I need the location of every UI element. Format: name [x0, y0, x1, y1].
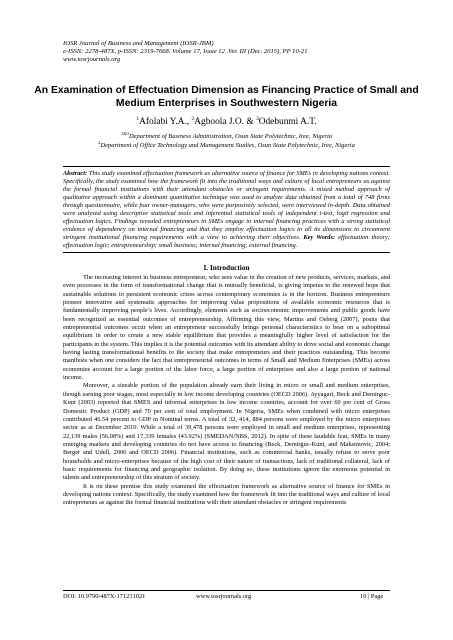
affiliation-1-marker: 1&3 — [120, 131, 129, 136]
introduction-body — [63, 274, 390, 508]
author-list — [0, 116, 453, 127]
paragraph-1: The increasing interest in business entrepreneur, who sees value in the creation of new products, services, markets, and even processes in the form of transformational change that is mutually beneficial, is giving impetus to the renewed hope that sustainable solutions to persistent economic crises across contemporary economies is in the horizon. Business entrepreneurs pioneer innovative and systematic approaches for improving value propositions of available economic resources that is fundamentally improving people’s lives. Accordingly, elements such as socioeconomic improvements and public goods have been recognized as essential outcomes of entrepreneurship. Affirming this view, Martins and Osberg (2007), posits that entrepreneurial outcomes occur when an entrepreneur successfully brings personal characteristics to bear on a suboptimal equilibrium in order to create a new stable equilibrium that provides a meaningfully higher level of satisfaction for the participants in the system. This implies it is the potential outcomes with its attendant ability to drive social and economic change having lasting transformational benefits to the society that make entrepreneurs and their practices outstanding. This become manifests when one considers the fact that entrepreneurial outcomes in terms of Small and Medium Enterprises (SMEs) across economies account for a large portion of the labor force, a large portion of enterprises and also a large portion of national income. — [63, 274, 390, 382]
abstract-label: Abstract: — [63, 170, 88, 177]
paper-title: An Examination of Effectuation Dimension as Financing Practice of Small and Medium Enterprises in Southwestern Nigeria — [34, 85, 419, 109]
paragraph-3: It is on these premise this study examined the effectuation framework as alternative source of finance for SMEs in developing nations context. Specifically, the study examined how the framework fit into the traditional ways and culture of local entrepreneurs as against the formal financial institutions with their attendant obstacles or stringent requirements — [63, 482, 390, 507]
footer-website[interactable]: www.iosrjournals.org — [196, 593, 252, 600]
footer-page-number: 10 | Page — [360, 593, 384, 600]
affiliation-1-text: Department of Business Administration, Osun State Polytechnic, Iree, Nigeria — [128, 133, 333, 141]
abstract-block — [63, 170, 390, 250]
issn-volume-line: e-ISSN: 2278-487X, p-ISSN: 2319-7668. Volume 17, Issue 12 .Ver. III (Dec. 2015), PP 10-21 — [63, 48, 308, 56]
affiliation-2-text: Department of Office Technology and Management Studies, Osun State Polytechnic, Iree, Nigeria — [100, 142, 355, 150]
author-3-name: Odebunmi A.T. — [258, 117, 317, 128]
footer-rule — [63, 590, 390, 591]
keywords-text: effectuation theory; effectuation logic; entrepreneurship; small business; internal financing; external financing. — [63, 234, 390, 250]
author-1-name: Afolabi Y.A., — [139, 117, 192, 128]
abstract-bottom-rule — [63, 252, 390, 253]
header-website[interactable]: www.iosrjournals.org — [63, 56, 121, 64]
affiliation-1 — [0, 131, 453, 140]
author-3-marker: 3 — [255, 116, 259, 122]
journal-name: IOSR Journal of Business and Management (IOSR-JBM) — [63, 40, 214, 47]
author-1-marker: 1 — [136, 116, 140, 122]
abstract-text: This study examined effectuation framework as alternative source of finance for SMEs in developing nations context. Specifically, the study examined how the framework fit into the traditional ways and culture of local entrepreneurs as against the formal financial institutions with their attendant obstacles or stringent requirements. A mixed method approach of qualitative approach within a dominant quantitative technique was used to analyze data obtained from a total of 748 firms through questionnaire, while four owner-managers, who were purposively selected, were interviewed in-depth. Data obtained were analysed using descriptive statistical tools and inferential statistical tools of independent t-test, logit regression and effectuation logics. Findings revealed entrepreneurs in SMEs engage in internal financing practices with a strong statistical evidence of dependency on internal financing and that they employ effectuation logics in all its dimensions to circumvent stringent institutional financing requirements with a view to achieving their objectives. — [63, 170, 390, 242]
author-2-marker: 2 — [191, 116, 195, 122]
affiliation-2-marker: 2 — [98, 140, 101, 145]
section-heading: I. Introduction — [203, 263, 250, 272]
footer-doi[interactable]: DOI: 10.9790/487X-171231021 — [63, 593, 146, 600]
affiliation-2 — [0, 140, 453, 149]
paragraph-2: Moreover, a sizeable portion of the population already earn their living in micro or small and medium enterprises, though earning poor wages, most especially in low income developing countries (OECD 2006). Ayyagari, Beck and Demirguc-Kunt (2003) reported that SMES and informal enterprises in low income countries, account for over 60 per cent of Gross Domestic Product (GDP) and 70 per cent of total employment. In Nigeria, SMEs when combined with micro enterprises contributed 46.54 percent to GDP in Nominal terms. A total of 32, 414, 884 persons were employed by the micro enterprises sector as at December 2010. While a total of 39,478 persons were employed in small and medium enterprises, representing 22,139 males (56.08%) and 17,339 females (43.92%) (SMEDAN/NBS, 2012). In spite of these laudable feat, SMEs in many emerging markets and developing countries do not have access to financing (Beck, Demirguc-Kunt, and Maksimovic, 2004; Berger and Udell, 2006 and OECD 2006). Financial institutions, such as commercial banks, usually refuse to serve poor households and micro-enterprises because of the high cost of their nature of transactions, lack of traditional collateral, lack of basic requirements for financing and geographic isolation. By doing so, these institutions ignore the enormous potential in talents and entrepreneurship of this stratum of society. — [63, 382, 390, 482]
keywords-label: Key Words: — [303, 234, 336, 242]
journal-header — [63, 40, 393, 65]
author-2-name: Agboola J.O. & — [194, 117, 256, 128]
abstract-top-rule — [63, 166, 390, 167]
